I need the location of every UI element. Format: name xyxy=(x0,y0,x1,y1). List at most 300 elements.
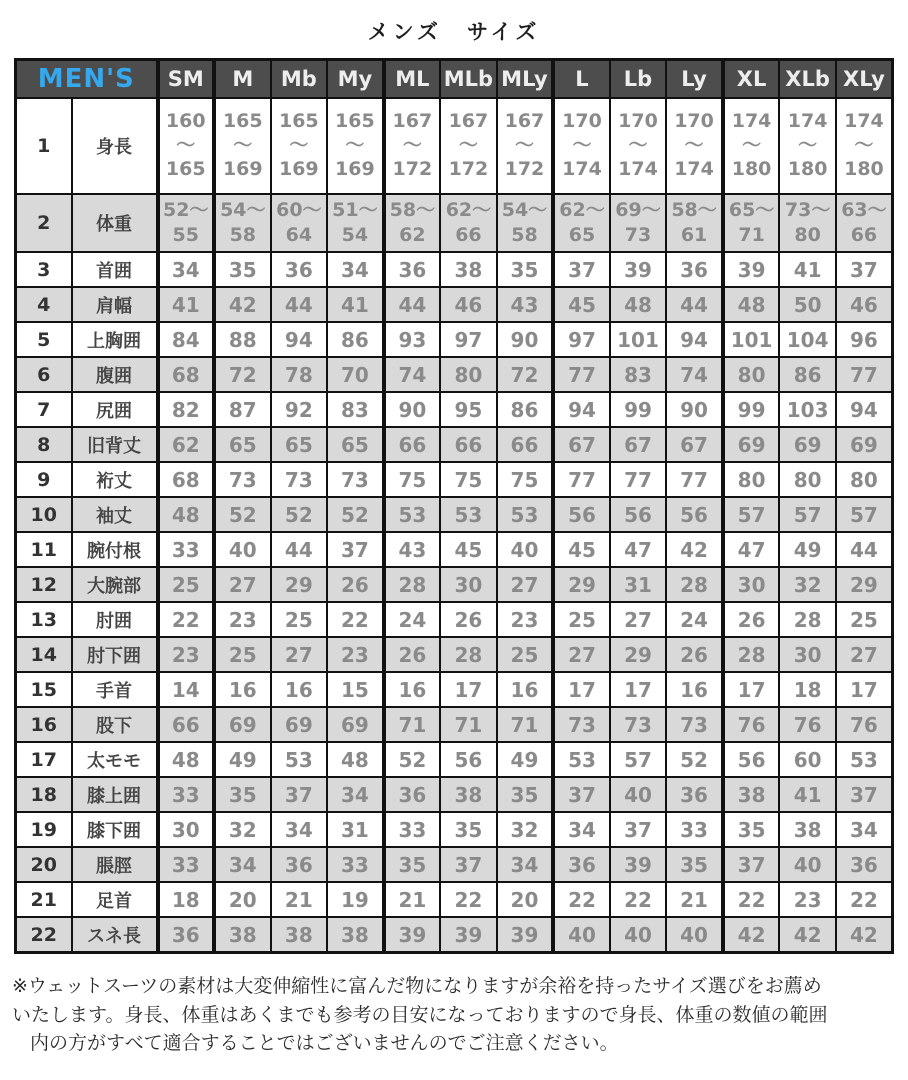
size-value-cell: 35 xyxy=(666,847,723,882)
size-value-cell: 101 xyxy=(723,322,780,357)
size-value-cell: 34 xyxy=(158,252,215,287)
size-value-cell: 96 xyxy=(836,322,893,357)
table-row-7 xyxy=(16,392,893,427)
size-value-cell: 94 xyxy=(271,322,328,357)
size-value-cell: 48 xyxy=(610,287,667,322)
row-number-cell: 18 xyxy=(16,777,72,812)
size-value-cell: 20 xyxy=(214,882,271,917)
size-value-cell: 39 xyxy=(440,917,497,953)
size-value-cell: 32 xyxy=(779,567,836,602)
size-value-cell: 26 xyxy=(440,602,497,637)
size-column-header-xlb: XLb xyxy=(779,60,836,99)
row-number-cell: 20 xyxy=(16,847,72,882)
size-value-cell: 84 xyxy=(158,322,215,357)
size-value-cell: 69 xyxy=(271,707,328,742)
size-value-cell: 29 xyxy=(610,637,667,672)
size-value-cell: 42 xyxy=(214,287,271,322)
size-value-cell: 165 〜 169 xyxy=(327,98,384,194)
size-value-cell: 69 xyxy=(836,427,893,462)
size-value-cell: 74 xyxy=(666,357,723,392)
size-value-cell: 73 xyxy=(327,462,384,497)
row-number-cell: 4 xyxy=(16,287,72,322)
table-row-22 xyxy=(16,917,893,953)
size-value-cell: 94 xyxy=(553,392,610,427)
size-value-cell: 44 xyxy=(271,287,328,322)
table-row-2 xyxy=(16,194,893,252)
size-value-cell: 66 xyxy=(158,707,215,742)
size-value-cell: 170 〜 174 xyxy=(553,98,610,194)
size-value-cell: 22 xyxy=(158,602,215,637)
size-value-cell: 40 xyxy=(666,917,723,953)
measurement-label-cell: 袖丈 xyxy=(72,497,158,532)
size-value-cell: 97 xyxy=(440,322,497,357)
size-value-cell: 36 xyxy=(271,252,328,287)
size-value-cell: 52 xyxy=(666,742,723,777)
size-value-cell: 38 xyxy=(779,812,836,847)
size-value-cell: 60〜 64 xyxy=(271,194,328,252)
size-value-cell: 38 xyxy=(723,777,780,812)
size-value-cell: 68 xyxy=(158,462,215,497)
size-value-cell: 25 xyxy=(553,602,610,637)
size-value-cell: 36 xyxy=(553,847,610,882)
size-value-cell: 77 xyxy=(553,462,610,497)
size-value-cell: 69 xyxy=(779,427,836,462)
size-value-cell: 73〜 80 xyxy=(779,194,836,252)
size-column-header-mb: Mb xyxy=(271,60,328,99)
size-value-cell: 97 xyxy=(553,322,610,357)
size-value-cell: 26 xyxy=(666,637,723,672)
size-value-cell: 30 xyxy=(779,637,836,672)
measurement-label-cell: 膝上囲 xyxy=(72,777,158,812)
size-value-cell: 53 xyxy=(553,742,610,777)
size-value-cell: 33 xyxy=(666,812,723,847)
size-value-cell: 29 xyxy=(271,567,328,602)
size-value-cell: 22 xyxy=(723,882,780,917)
size-value-cell: 23 xyxy=(779,882,836,917)
size-value-cell: 22 xyxy=(610,882,667,917)
size-value-cell: 72 xyxy=(497,357,554,392)
size-value-cell: 56 xyxy=(440,742,497,777)
size-value-cell: 52 xyxy=(214,497,271,532)
size-value-cell: 62〜 66 xyxy=(440,194,497,252)
size-value-cell: 67 xyxy=(666,427,723,462)
size-value-cell: 23 xyxy=(214,602,271,637)
size-value-cell: 174 〜 180 xyxy=(723,98,780,194)
size-value-cell: 45 xyxy=(440,532,497,567)
size-value-cell: 44 xyxy=(271,532,328,567)
size-value-cell: 66 xyxy=(440,427,497,462)
table-row-10 xyxy=(16,497,893,532)
size-value-cell: 18 xyxy=(779,672,836,707)
size-value-cell: 74 xyxy=(384,357,441,392)
size-value-cell: 37 xyxy=(836,252,893,287)
size-value-cell: 103 xyxy=(779,392,836,427)
size-value-cell: 45 xyxy=(553,532,610,567)
row-number-cell: 15 xyxy=(16,672,72,707)
measurement-label-cell: 大腕部 xyxy=(72,567,158,602)
row-number-cell: 14 xyxy=(16,637,72,672)
size-value-cell: 42 xyxy=(836,917,893,953)
size-value-cell: 73 xyxy=(553,707,610,742)
size-value-cell: 21 xyxy=(666,882,723,917)
size-value-cell: 34 xyxy=(836,812,893,847)
size-value-cell: 33 xyxy=(158,777,215,812)
size-value-cell: 70 xyxy=(327,357,384,392)
size-value-cell: 69 xyxy=(214,707,271,742)
size-value-cell: 80 xyxy=(440,357,497,392)
size-value-cell: 65 xyxy=(271,427,328,462)
size-table-body xyxy=(16,98,893,953)
measurement-label-cell: 裄丈 xyxy=(72,462,158,497)
size-value-cell: 71 xyxy=(384,707,441,742)
size-column-header-ml: ML xyxy=(384,60,441,99)
size-value-cell: 49 xyxy=(214,742,271,777)
row-number-cell: 10 xyxy=(16,497,72,532)
measurement-label-cell: 腕付根 xyxy=(72,532,158,567)
size-value-cell: 69 xyxy=(327,707,384,742)
size-value-cell: 90 xyxy=(497,322,554,357)
measurement-label-cell: 手首 xyxy=(72,672,158,707)
row-number-cell: 1 xyxy=(16,98,72,194)
size-value-cell: 35 xyxy=(497,777,554,812)
size-value-cell: 76 xyxy=(723,707,780,742)
size-value-cell: 26 xyxy=(723,602,780,637)
size-value-cell: 36 xyxy=(666,252,723,287)
size-value-cell: 167 〜 172 xyxy=(497,98,554,194)
size-value-cell: 38 xyxy=(271,917,328,953)
size-value-cell: 52 xyxy=(327,497,384,532)
size-value-cell: 35 xyxy=(497,252,554,287)
size-value-cell: 27 xyxy=(271,637,328,672)
size-value-cell: 170 〜 174 xyxy=(610,98,667,194)
size-value-cell: 34 xyxy=(327,252,384,287)
size-value-cell: 40 xyxy=(779,847,836,882)
size-value-cell: 28 xyxy=(384,567,441,602)
size-value-cell: 99 xyxy=(723,392,780,427)
size-value-cell: 43 xyxy=(497,287,554,322)
size-value-cell: 21 xyxy=(271,882,328,917)
size-value-cell: 22 xyxy=(836,882,893,917)
size-value-cell: 56 xyxy=(610,497,667,532)
measurement-label-cell: 肘下囲 xyxy=(72,637,158,672)
table-row-1 xyxy=(16,98,893,194)
size-value-cell: 90 xyxy=(666,392,723,427)
footer-note-line: 内の方がすべて適合することではございませんのでご注意ください。 xyxy=(30,1032,619,1054)
row-number-cell: 3 xyxy=(16,252,72,287)
size-value-cell: 39 xyxy=(497,917,554,953)
size-value-cell: 160 〜 165 xyxy=(158,98,215,194)
size-value-cell: 86 xyxy=(327,322,384,357)
size-value-cell: 67 xyxy=(610,427,667,462)
size-value-cell: 39 xyxy=(384,917,441,953)
size-value-cell: 53 xyxy=(497,497,554,532)
size-value-cell: 41 xyxy=(158,287,215,322)
size-value-cell: 38 xyxy=(440,252,497,287)
table-row-15 xyxy=(16,672,893,707)
size-value-cell: 23 xyxy=(327,637,384,672)
size-value-cell: 34 xyxy=(327,777,384,812)
size-column-header-xly: XLy xyxy=(836,60,893,99)
size-value-cell: 35 xyxy=(214,777,271,812)
size-value-cell: 36 xyxy=(666,777,723,812)
size-value-cell: 17 xyxy=(610,672,667,707)
row-number-cell: 16 xyxy=(16,707,72,742)
measurement-label-cell: スネ長 xyxy=(72,917,158,953)
row-number-cell: 2 xyxy=(16,194,72,252)
size-value-cell: 16 xyxy=(214,672,271,707)
table-row-9 xyxy=(16,462,893,497)
size-value-cell: 57 xyxy=(836,497,893,532)
size-value-cell: 165 〜 169 xyxy=(214,98,271,194)
table-row-13 xyxy=(16,602,893,637)
row-number-cell: 21 xyxy=(16,882,72,917)
size-value-cell: 67 xyxy=(553,427,610,462)
size-value-cell: 54〜 58 xyxy=(214,194,271,252)
size-value-cell: 58〜 61 xyxy=(666,194,723,252)
size-value-cell: 80 xyxy=(836,462,893,497)
size-value-cell: 48 xyxy=(327,742,384,777)
size-value-cell: 170 〜 174 xyxy=(666,98,723,194)
size-value-cell: 21 xyxy=(384,882,441,917)
size-value-cell: 40 xyxy=(497,532,554,567)
row-number-cell: 8 xyxy=(16,427,72,462)
table-row-8 xyxy=(16,427,893,462)
size-value-cell: 31 xyxy=(610,567,667,602)
size-value-cell: 35 xyxy=(723,812,780,847)
size-value-cell: 57 xyxy=(610,742,667,777)
size-value-cell: 33 xyxy=(384,812,441,847)
row-number-cell: 17 xyxy=(16,742,72,777)
size-value-cell: 76 xyxy=(836,707,893,742)
size-value-cell: 17 xyxy=(440,672,497,707)
footer-note-line: ※ウェットスーツの素材は大変伸縮性に富んだ物になりますが余裕を持ったサイズ選びをお薦め xyxy=(12,975,822,997)
size-value-cell: 92 xyxy=(271,392,328,427)
size-value-cell: 22 xyxy=(327,602,384,637)
size-value-cell: 36 xyxy=(384,252,441,287)
size-value-cell: 27 xyxy=(610,602,667,637)
size-value-cell: 72 xyxy=(214,357,271,392)
size-value-cell: 46 xyxy=(836,287,893,322)
size-value-cell: 83 xyxy=(610,357,667,392)
size-value-cell: 27 xyxy=(836,637,893,672)
size-value-cell: 37 xyxy=(271,777,328,812)
size-value-cell: 48 xyxy=(158,742,215,777)
size-value-cell: 17 xyxy=(553,672,610,707)
size-column-header-l: L xyxy=(553,60,610,99)
size-column-header-xl: XL xyxy=(723,60,780,99)
measurement-label-cell: 太モモ xyxy=(72,742,158,777)
size-column-header-sm: SM xyxy=(158,60,215,99)
size-value-cell: 104 xyxy=(779,322,836,357)
mens-brand-label: MEN'S xyxy=(16,60,158,99)
size-value-cell: 38 xyxy=(214,917,271,953)
size-value-cell: 63〜 66 xyxy=(836,194,893,252)
row-number-cell: 7 xyxy=(16,392,72,427)
size-value-cell: 25 xyxy=(271,602,328,637)
size-column-header-lb: Lb xyxy=(610,60,667,99)
size-value-cell: 24 xyxy=(666,602,723,637)
size-value-cell: 43 xyxy=(384,532,441,567)
size-value-cell: 34 xyxy=(214,847,271,882)
size-value-cell: 99 xyxy=(610,392,667,427)
size-value-cell: 58〜 62 xyxy=(384,194,441,252)
table-row-16 xyxy=(16,707,893,742)
size-value-cell: 41 xyxy=(327,287,384,322)
size-value-cell: 27 xyxy=(214,567,271,602)
size-value-cell: 22 xyxy=(440,882,497,917)
size-value-cell: 37 xyxy=(553,252,610,287)
size-value-cell: 42 xyxy=(779,917,836,953)
size-value-cell: 62〜 65 xyxy=(553,194,610,252)
size-value-cell: 57 xyxy=(723,497,780,532)
size-value-cell: 35 xyxy=(440,812,497,847)
table-row-21 xyxy=(16,882,893,917)
size-value-cell: 37 xyxy=(440,847,497,882)
size-value-cell: 19 xyxy=(327,882,384,917)
footer-note-line: いたします。身長、体重はあくまでも参考の目安になっておりますので身長、体重の数値の範囲 xyxy=(12,1003,828,1026)
size-value-cell: 27 xyxy=(497,567,554,602)
table-row-12 xyxy=(16,567,893,602)
size-value-cell: 71 xyxy=(497,707,554,742)
size-column-header-ly: Ly xyxy=(666,60,723,99)
measurement-label-cell: 尻囲 xyxy=(72,392,158,427)
size-value-cell: 23 xyxy=(158,637,215,672)
size-value-cell: 50 xyxy=(779,287,836,322)
size-value-cell: 32 xyxy=(214,812,271,847)
size-value-cell: 20 xyxy=(497,882,554,917)
size-value-cell: 44 xyxy=(836,532,893,567)
size-value-cell: 83 xyxy=(327,392,384,427)
size-value-cell: 56 xyxy=(666,497,723,532)
size-value-cell: 16 xyxy=(666,672,723,707)
size-value-cell: 48 xyxy=(723,287,780,322)
measurement-label-cell: 腹囲 xyxy=(72,357,158,392)
measurement-label-cell: 股下 xyxy=(72,707,158,742)
size-value-cell: 33 xyxy=(327,847,384,882)
size-value-cell: 23 xyxy=(497,602,554,637)
size-value-cell: 37 xyxy=(327,532,384,567)
size-value-cell: 52〜 55 xyxy=(158,194,215,252)
size-value-cell: 35 xyxy=(214,252,271,287)
size-value-cell: 32 xyxy=(497,812,554,847)
size-value-cell: 73 xyxy=(214,462,271,497)
size-value-cell: 80 xyxy=(723,462,780,497)
size-value-cell: 69〜 73 xyxy=(610,194,667,252)
size-value-cell: 34 xyxy=(271,812,328,847)
row-number-cell: 22 xyxy=(16,917,72,953)
size-value-cell: 57 xyxy=(779,497,836,532)
size-value-cell: 80 xyxy=(779,462,836,497)
table-row-14 xyxy=(16,637,893,672)
row-number-cell: 19 xyxy=(16,812,72,847)
size-value-cell: 33 xyxy=(158,847,215,882)
table-row-17 xyxy=(16,742,893,777)
size-value-cell: 77 xyxy=(610,462,667,497)
row-number-cell: 13 xyxy=(16,602,72,637)
size-value-cell: 52 xyxy=(271,497,328,532)
page-title: メンズ サイズ xyxy=(367,20,541,44)
size-value-cell: 39 xyxy=(610,252,667,287)
size-value-cell: 48 xyxy=(158,497,215,532)
measurement-label-cell: 肘囲 xyxy=(72,602,158,637)
measurement-label-cell: 首囲 xyxy=(72,252,158,287)
size-value-cell: 47 xyxy=(723,532,780,567)
size-value-cell: 47 xyxy=(610,532,667,567)
size-value-cell: 45 xyxy=(553,287,610,322)
size-value-cell: 30 xyxy=(158,812,215,847)
size-value-cell: 35 xyxy=(384,847,441,882)
size-value-cell: 53 xyxy=(384,497,441,532)
size-value-cell: 37 xyxy=(610,812,667,847)
table-row-18 xyxy=(16,777,893,812)
row-number-cell: 6 xyxy=(16,357,72,392)
size-value-cell: 82 xyxy=(158,392,215,427)
size-value-cell: 29 xyxy=(836,567,893,602)
size-value-cell: 44 xyxy=(666,287,723,322)
size-value-cell: 27 xyxy=(553,637,610,672)
measurement-label-cell: 膝下囲 xyxy=(72,812,158,847)
size-header-row xyxy=(16,60,893,99)
measurement-label-cell: 肩幅 xyxy=(72,287,158,322)
size-value-cell: 75 xyxy=(384,462,441,497)
size-value-cell: 54〜 58 xyxy=(497,194,554,252)
size-value-cell: 40 xyxy=(610,917,667,953)
size-column-header-mlb: MLb xyxy=(440,60,497,99)
size-value-cell: 65 xyxy=(214,427,271,462)
size-value-cell: 76 xyxy=(779,707,836,742)
size-value-cell: 60 xyxy=(779,742,836,777)
measurement-label-cell: 身長 xyxy=(72,98,158,194)
row-number-cell: 11 xyxy=(16,532,72,567)
size-value-cell: 36 xyxy=(271,847,328,882)
size-value-cell: 28 xyxy=(666,567,723,602)
size-value-cell: 26 xyxy=(327,567,384,602)
size-value-cell: 36 xyxy=(836,847,893,882)
size-column-header-m: M xyxy=(214,60,271,99)
size-value-cell: 49 xyxy=(779,532,836,567)
size-value-cell: 68 xyxy=(158,357,215,392)
size-value-cell: 49 xyxy=(497,742,554,777)
size-value-cell: 17 xyxy=(836,672,893,707)
size-value-cell: 37 xyxy=(836,777,893,812)
table-row-4 xyxy=(16,287,893,322)
size-value-cell: 80 xyxy=(723,357,780,392)
size-value-cell: 36 xyxy=(384,777,441,812)
measurement-label-cell: 上胸囲 xyxy=(72,322,158,357)
size-value-cell: 46 xyxy=(440,287,497,322)
size-value-cell: 101 xyxy=(610,322,667,357)
size-value-cell: 39 xyxy=(610,847,667,882)
size-value-cell: 77 xyxy=(553,357,610,392)
size-value-cell: 53 xyxy=(271,742,328,777)
row-number-cell: 5 xyxy=(16,322,72,357)
size-value-cell: 65〜 71 xyxy=(723,194,780,252)
size-value-cell: 78 xyxy=(271,357,328,392)
size-value-cell: 42 xyxy=(723,917,780,953)
size-value-cell: 25 xyxy=(158,567,215,602)
size-value-cell: 66 xyxy=(384,427,441,462)
size-value-cell: 87 xyxy=(214,392,271,427)
size-value-cell: 86 xyxy=(497,392,554,427)
size-value-cell: 31 xyxy=(327,812,384,847)
mens-size-table xyxy=(14,58,894,954)
size-value-cell: 88 xyxy=(214,322,271,357)
size-value-cell: 75 xyxy=(497,462,554,497)
measurement-label-cell: 脹脛 xyxy=(72,847,158,882)
size-value-cell: 40 xyxy=(553,917,610,953)
size-value-cell: 16 xyxy=(271,672,328,707)
size-value-cell: 14 xyxy=(158,672,215,707)
